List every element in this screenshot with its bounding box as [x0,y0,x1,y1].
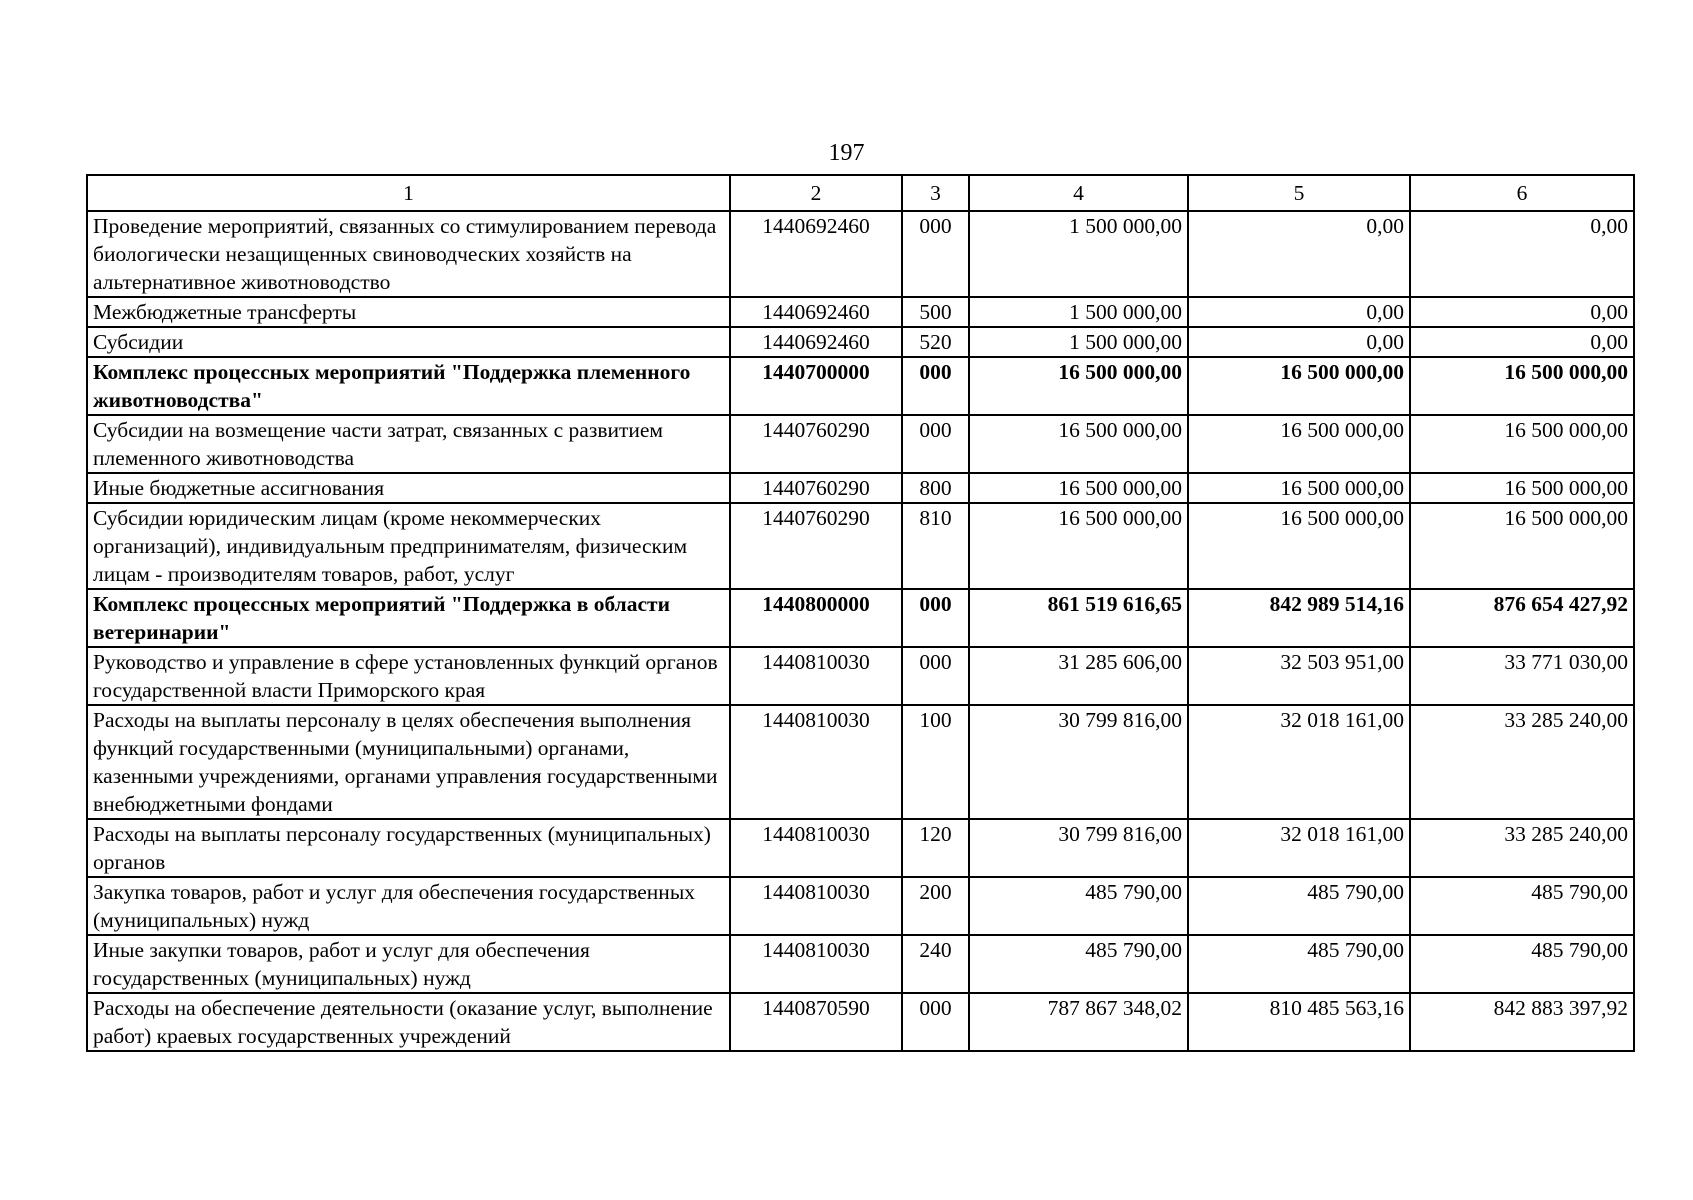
table-row [87,473,1634,503]
row-vr-cell: 000 [902,211,969,297]
row-vr-cell: 000 [902,647,969,705]
row-value-4-cell: 1 500 000,00 [969,211,1188,297]
row-value-6-cell: 842 883 397,92 [1410,993,1634,1051]
table-row [87,647,1634,705]
row-name-cell: Проведение мероприятий, связанных со стимулированием перевода биологически незащищенных свиноводческих хозяйств на альтернативное животноводство [87,211,730,297]
row-code-cell: 1440760290 [730,503,902,589]
row-value-5-cell: 32 503 951,00 [1188,647,1410,705]
row-value-4-cell: 16 500 000,00 [969,415,1188,473]
table-row [87,819,1634,877]
row-value-6-cell: 0,00 [1410,297,1634,327]
table-row [87,503,1634,589]
budget-table [86,174,1635,1052]
row-value-6-cell: 876 654 427,92 [1410,589,1634,647]
row-vr-cell: 000 [902,589,969,647]
row-value-4-cell: 30 799 816,00 [969,819,1188,877]
row-name-cell: Комплекс процессных мероприятий "Поддержка в области ветеринарии" [87,589,730,647]
row-name-cell: Субсидии юридическим лицам (кроме некоммерческих организаций), индивидуальным предпринимателям, физическим лицам - производителям товаров, работ, услуг [87,503,730,589]
row-code-cell: 1440800000 [730,589,902,647]
row-value-6-cell: 0,00 [1410,211,1634,297]
row-code-cell: 1440760290 [730,473,902,503]
table-row [87,211,1634,297]
table-body [87,211,1634,1051]
row-vr-cell: 100 [902,705,969,819]
col-header-3: 3 [902,175,969,211]
table-row [87,705,1634,819]
row-value-4-cell: 1 500 000,00 [969,327,1188,357]
row-value-6-cell: 485 790,00 [1410,877,1634,935]
row-value-5-cell: 485 790,00 [1188,935,1410,993]
row-code-cell: 1440810030 [730,935,902,993]
row-value-5-cell: 16 500 000,00 [1188,503,1410,589]
row-vr-cell: 810 [902,503,969,589]
row-name-cell: Иные закупки товаров, работ и услуг для обеспечения государственных (муниципальных) нужд [87,935,730,993]
row-value-5-cell: 0,00 [1188,211,1410,297]
col-header-6: 6 [1410,175,1634,211]
row-value-4-cell: 16 500 000,00 [969,473,1188,503]
row-value-4-cell: 1 500 000,00 [969,297,1188,327]
row-code-cell: 1440700000 [730,357,902,415]
row-value-6-cell: 33 771 030,00 [1410,647,1634,705]
row-value-6-cell: 33 285 240,00 [1410,819,1634,877]
row-name-cell: Субсидии на возмещение части затрат, связанных с развитием племенного животноводства [87,415,730,473]
row-value-5-cell: 16 500 000,00 [1188,357,1410,415]
row-value-6-cell: 33 285 240,00 [1410,705,1634,819]
row-value-4-cell: 31 285 606,00 [969,647,1188,705]
table-header-row [87,175,1634,211]
table-row [87,993,1634,1051]
row-code-cell: 1440692460 [730,211,902,297]
table-row [87,877,1634,935]
row-value-6-cell: 16 500 000,00 [1410,415,1634,473]
table-row [87,415,1634,473]
row-code-cell: 1440692460 [730,327,902,357]
row-vr-cell: 000 [902,993,969,1051]
row-vr-cell: 500 [902,297,969,327]
col-header-5: 5 [1188,175,1410,211]
row-code-cell: 1440810030 [730,705,902,819]
row-value-5-cell: 485 790,00 [1188,877,1410,935]
col-header-2: 2 [730,175,902,211]
table-row [87,935,1634,993]
row-value-5-cell: 0,00 [1188,327,1410,357]
row-value-4-cell: 485 790,00 [969,877,1188,935]
row-code-cell: 1440870590 [730,993,902,1051]
row-name-cell: Расходы на обеспечение деятельности (оказание услуг, выполнение работ) краевых государственных учреждений [87,993,730,1051]
row-vr-cell: 000 [902,415,969,473]
col-header-4: 4 [969,175,1188,211]
row-value-5-cell: 0,00 [1188,297,1410,327]
row-name-cell: Межбюджетные трансферты [87,297,730,327]
table-row [87,297,1634,327]
row-value-4-cell: 485 790,00 [969,935,1188,993]
row-name-cell: Закупка товаров, работ и услуг для обеспечения государственных (муниципальных) нужд [87,877,730,935]
page-number: 197 [828,140,865,166]
table-row [87,589,1634,647]
row-name-cell: Субсидии [87,327,730,357]
row-value-5-cell: 16 500 000,00 [1188,473,1410,503]
row-code-cell: 1440810030 [730,819,902,877]
row-code-cell: 1440810030 [730,647,902,705]
row-value-6-cell: 16 500 000,00 [1410,473,1634,503]
row-vr-cell: 800 [902,473,969,503]
row-value-4-cell: 16 500 000,00 [969,503,1188,589]
row-name-cell: Иные бюджетные ассигнования [87,473,730,503]
row-name-cell: Расходы на выплаты персоналу в целях обеспечения выполнения функций государственными (муниципальными) органами, казенными учреждениями, органами управления государственными внебюджетными фондами [87,705,730,819]
row-value-4-cell: 30 799 816,00 [969,705,1188,819]
row-value-6-cell: 16 500 000,00 [1410,503,1634,589]
row-vr-cell: 200 [902,877,969,935]
row-vr-cell: 000 [902,357,969,415]
row-vr-cell: 120 [902,819,969,877]
row-value-4-cell: 16 500 000,00 [969,357,1188,415]
row-value-4-cell: 861 519 616,65 [969,589,1188,647]
row-value-4-cell: 787 867 348,02 [969,993,1188,1051]
row-name-cell: Руководство и управление в сфере установленных функций органов государственной власти Приморского края [87,647,730,705]
row-value-6-cell: 0,00 [1410,327,1634,357]
table-row [87,357,1634,415]
row-code-cell: 1440760290 [730,415,902,473]
row-value-5-cell: 32 018 161,00 [1188,819,1410,877]
row-value-5-cell: 32 018 161,00 [1188,705,1410,819]
row-vr-cell: 240 [902,935,969,993]
row-code-cell: 1440810030 [730,877,902,935]
row-value-6-cell: 485 790,00 [1410,935,1634,993]
row-name-cell: Расходы на выплаты персоналу государственных (муниципальных) органов [87,819,730,877]
row-name-cell: Комплекс процессных мероприятий "Поддержка племенного животноводства" [87,357,730,415]
row-vr-cell: 520 [902,327,969,357]
row-value-6-cell: 16 500 000,00 [1410,357,1634,415]
row-code-cell: 1440692460 [730,297,902,327]
row-value-5-cell: 842 989 514,16 [1188,589,1410,647]
row-value-5-cell: 810 485 563,16 [1188,993,1410,1051]
col-header-1: 1 [87,175,730,211]
row-value-5-cell: 16 500 000,00 [1188,415,1410,473]
table-row [87,327,1634,357]
